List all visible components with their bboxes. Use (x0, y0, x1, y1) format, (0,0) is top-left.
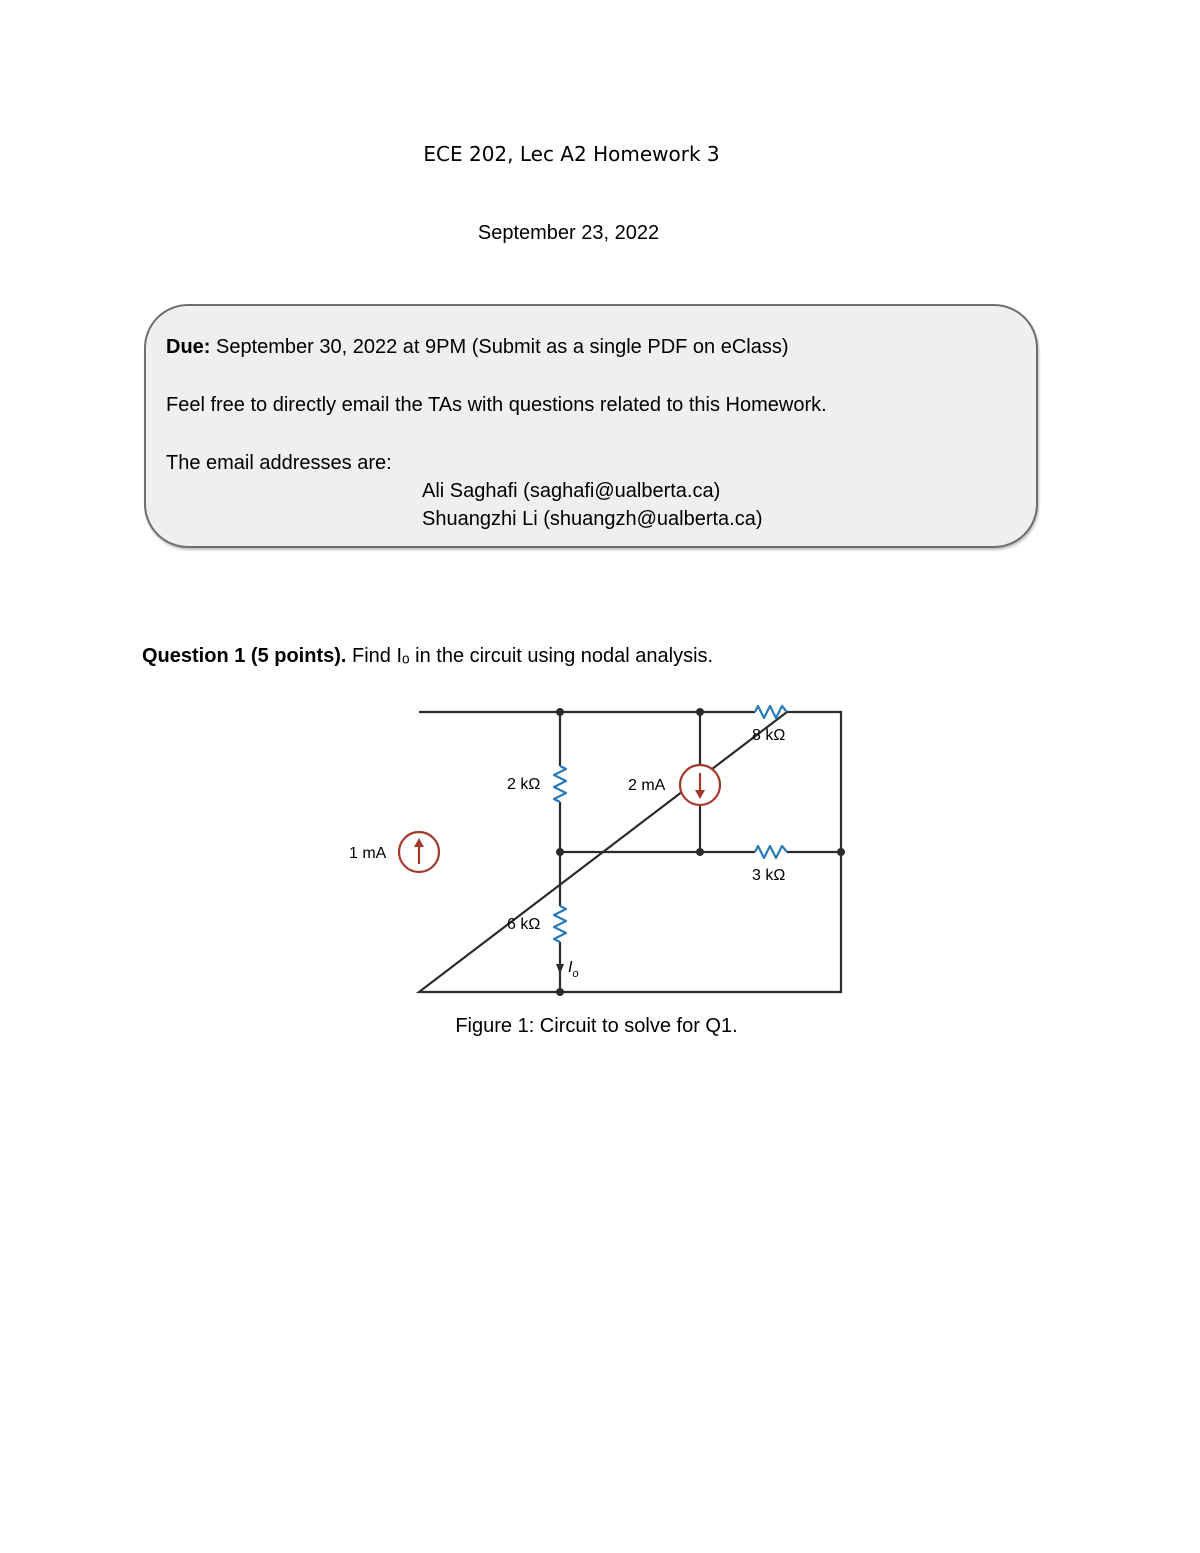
page-date: September 23, 2022 (477, 222, 660, 244)
resistor-6k (554, 906, 566, 942)
label-1ma: 1 mA (349, 845, 387, 862)
label-2k: 2 kΩ (507, 776, 541, 793)
label-6k: 6 kΩ (507, 916, 541, 933)
figure-caption: Figure 1: Circuit to solve for Q1. (455, 1015, 738, 1037)
due-label: Due: (166, 336, 211, 358)
resistor-2k (554, 766, 566, 802)
label-8k: 8 kΩ (752, 727, 786, 744)
circuit-wires (419, 712, 841, 992)
resistor-3k (755, 846, 787, 858)
question-1-text: Find Iₒ in the circuit using nodal analysis. (346, 645, 714, 667)
question-1-label: Question 1 (5 points). (142, 645, 347, 667)
current-source-2ma (680, 765, 720, 805)
io-arrow-icon (556, 964, 564, 974)
circuit-diagram (330, 690, 870, 1010)
page-title: ECE 202, Lec A2 Homework 3 (423, 142, 720, 166)
label-2ma: 2 mA (628, 777, 666, 794)
ta-contact-1: Ali Saghafi (saghafi@ualberta.ca) (422, 480, 721, 502)
current-source-1ma (399, 832, 439, 872)
due-text: September 30, 2022 at 9PM (Submit as a single PDF on eClass) (210, 336, 789, 358)
due-info-box (144, 304, 1038, 548)
label-io: $I_o$ (568, 959, 579, 980)
ta-contact-2: Shuangzhi Li (shuangzh@ualberta.ca) (422, 508, 763, 530)
emails-label: The email addresses are: (166, 452, 392, 474)
question-1 (142, 645, 713, 668)
contact-note: Feel free to directly email the TAs with questions related to this Homework. (166, 394, 827, 416)
label-3k: 3 kΩ (752, 867, 786, 884)
due-line (166, 336, 789, 359)
